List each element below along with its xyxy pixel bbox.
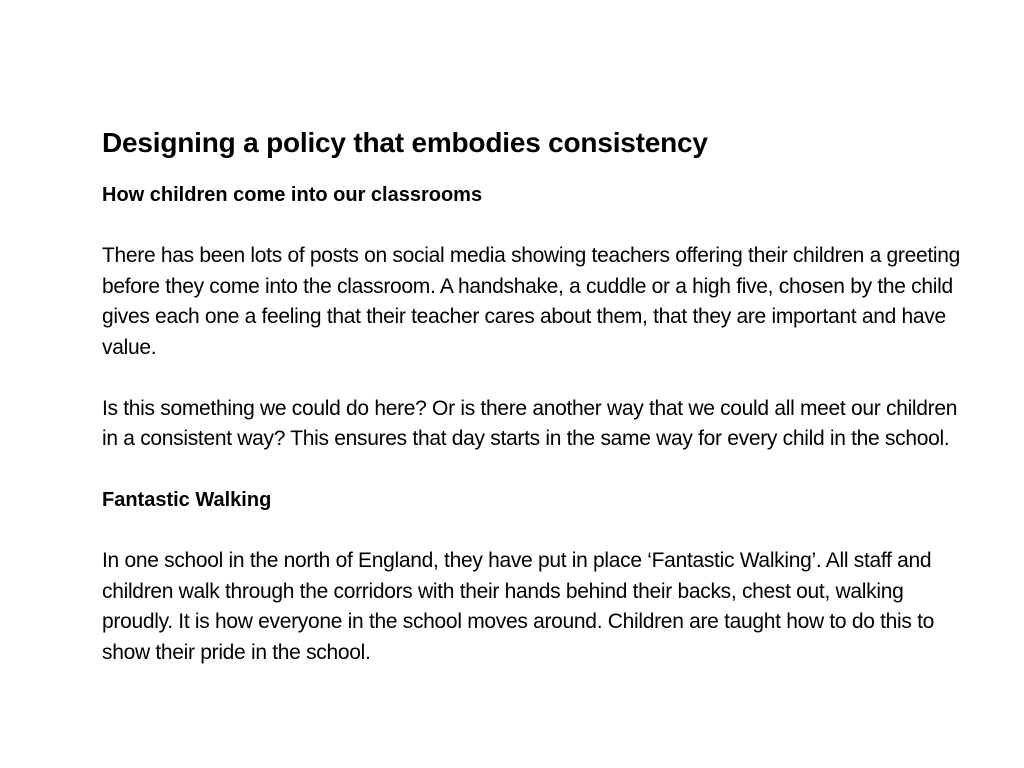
spacer — [102, 455, 962, 486]
section-heading-classrooms: How children come into our classrooms — [102, 184, 483, 206]
paragraph-greetings: There has been lots of posts on social media showing teachers offering their children a greeting before they come into the classroom. A handshake, a cuddle or a high five, chosen by the child gives each one a feeling that their teacher cares about them, that they are important and have value. — [102, 244, 960, 359]
slide-content — [102, 124, 962, 668]
paragraph-consistency: Is this something we could do here? Or is there another way that we could all meet our children in a consistent way? This ensures that day starts in the same way for every child in the school. — [102, 396, 958, 450]
spacer — [102, 211, 962, 242]
paragraph-fantastic-walking: In one school in the north of England, they have put in place ‘Fantastic Walking’. All staff and children walk through the corridors with their hands behind their backs, chest out, walking proudly. It is how everyone in the school moves around. Children are taught how to do this to show their pride in the school. — [102, 549, 935, 664]
page-title: Designing a policy that embodies consistency — [102, 127, 708, 158]
spacer — [102, 516, 962, 547]
section-heading-fantastic-walking: Fantastic Walking — [102, 489, 272, 511]
spacer — [102, 363, 962, 394]
